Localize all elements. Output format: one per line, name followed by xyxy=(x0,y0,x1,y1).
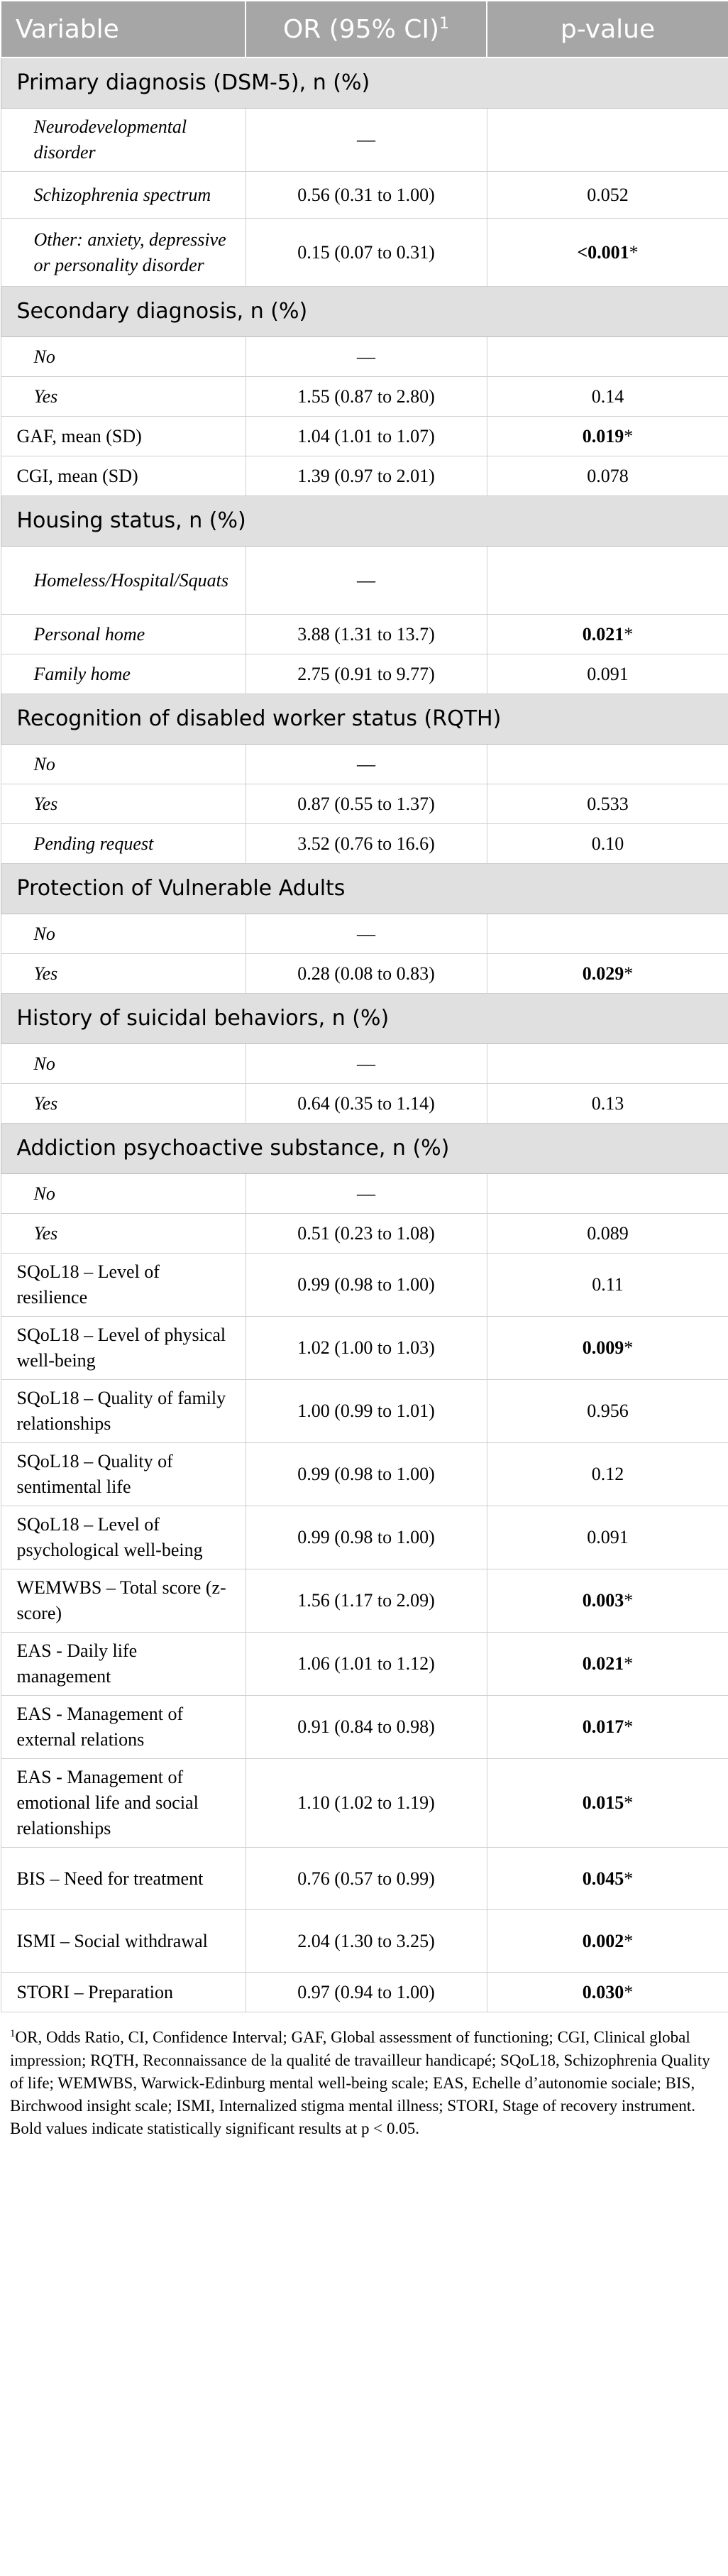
p-value-cell xyxy=(487,1569,728,1633)
variable-cell: No xyxy=(1,1044,246,1084)
p-value-cell: 0.078 xyxy=(487,456,728,496)
p-value-cell xyxy=(487,1633,728,1696)
odds-ratio-cell: — xyxy=(246,337,487,377)
variable-cell: ISMI – Social withdrawal xyxy=(1,1910,246,1973)
table-row xyxy=(1,219,728,287)
header-or-footnote-marker: 1 xyxy=(439,14,450,33)
p-value-cell xyxy=(487,109,728,172)
odds-ratio-cell: 1.00 (0.99 to 1.01) xyxy=(246,1380,487,1443)
section-title: Secondary diagnosis, n (%) xyxy=(1,287,728,337)
significant-p-value: 0.021 xyxy=(582,1653,624,1674)
significance-star: * xyxy=(629,241,639,263)
significant-p-value: 0.045 xyxy=(582,1868,624,1889)
variable-cell: Pending request xyxy=(1,824,246,864)
significance-star: * xyxy=(624,1590,634,1611)
section-header-row xyxy=(1,994,728,1044)
odds-ratio-cell: 1.02 (1.00 to 1.03) xyxy=(246,1317,487,1380)
section-header-row xyxy=(1,287,728,337)
table-row xyxy=(1,784,728,824)
table-row xyxy=(1,654,728,694)
variable-cell: SQoL18 – Level of psychological well-being xyxy=(1,1506,246,1569)
odds-ratio-cell: — xyxy=(246,1044,487,1084)
odds-ratio-cell: 3.52 (0.76 to 16.6) xyxy=(246,824,487,864)
odds-ratio-cell: 0.99 (0.98 to 1.00) xyxy=(246,1254,487,1317)
p-value-cell xyxy=(487,1910,728,1973)
p-value-cell xyxy=(487,1696,728,1759)
odds-ratio-cell: 1.06 (1.01 to 1.12) xyxy=(246,1633,487,1696)
p-value-cell: 0.11 xyxy=(487,1254,728,1317)
p-value-cell: 0.091 xyxy=(487,1506,728,1569)
variable-cell: EAS - Daily life management xyxy=(1,1633,246,1696)
variable-cell: No xyxy=(1,337,246,377)
odds-ratio-cell: 0.99 (0.98 to 1.00) xyxy=(246,1506,487,1569)
significant-p-value: 0.029 xyxy=(582,963,624,984)
variable-cell: SQoL18 – Quality of family relationships xyxy=(1,1380,246,1443)
table-footnote xyxy=(0,2012,728,2140)
p-value-cell xyxy=(487,745,728,784)
significant-p-value: 0.009 xyxy=(582,1337,624,1358)
section-header-row xyxy=(1,57,728,109)
variable-cell: EAS - Management of external relations xyxy=(1,1696,246,1759)
p-value-cell xyxy=(487,1848,728,1910)
header-or-label: OR (95% CI) xyxy=(282,14,440,44)
odds-ratio-cell: 0.28 (0.08 to 0.83) xyxy=(246,954,487,994)
table-row xyxy=(1,456,728,496)
table-row xyxy=(1,417,728,456)
table-row xyxy=(1,1910,728,1973)
header-variable xyxy=(1,1,246,57)
odds-ratio-cell: — xyxy=(246,745,487,784)
header-p-label: p-value xyxy=(560,14,656,44)
table-row xyxy=(1,1084,728,1124)
variable-cell: BIS – Need for treatment xyxy=(1,1848,246,1910)
variable-cell: Yes xyxy=(1,784,246,824)
header-variable-label: Variable xyxy=(16,14,119,44)
significance-star: * xyxy=(624,623,634,645)
table-row xyxy=(1,1044,728,1084)
table-row xyxy=(1,547,728,615)
odds-ratio-cell: 1.04 (1.01 to 1.07) xyxy=(246,417,487,456)
table-row xyxy=(1,1759,728,1848)
table-row xyxy=(1,172,728,219)
table-row xyxy=(1,1973,728,2012)
p-value-cell xyxy=(487,1317,728,1380)
significant-p-value: 0.015 xyxy=(582,1792,624,1813)
odds-ratio-cell: 0.97 (0.94 to 1.00) xyxy=(246,1973,487,2012)
table-row xyxy=(1,745,728,784)
variable-cell: Personal home xyxy=(1,615,246,654)
p-value-cell xyxy=(487,1973,728,2012)
header-p-value xyxy=(487,1,728,57)
footnote-text: OR, Odds Ratio, CI, Confidence Interval; GAF, Global assessment of functioning; CGI, Clinical global impression; RQTH, Reconnaissance de la qualité de travailleur handicapé; SQoL18, Schizophrenia Quality of life; WEMWBS, Warwick-Edinburg mental well-being scale; EAS, Echelle d’autonomie sociale; BIS, Birchwood insight scale; ISMI, Internalized stigma mental illness; STORI, Stage of recovery instrument. Bold values indicate statistically significant results at p < 0.05. xyxy=(10,2028,710,2137)
section-title: Recognition of disabled worker status (RQTH) xyxy=(1,694,728,745)
variable-cell: Other: anxiety, depressive or personality disorder xyxy=(1,219,246,287)
significance-star: * xyxy=(624,425,634,446)
footnote-marker: 1 xyxy=(10,2028,16,2039)
odds-ratio-cell: 2.75 (0.91 to 9.77) xyxy=(246,654,487,694)
table-row xyxy=(1,1696,728,1759)
significant-p-value: 0.017 xyxy=(582,1716,624,1737)
variable-cell: Yes xyxy=(1,377,246,417)
variable-cell: SQoL18 – Level of physical well-being xyxy=(1,1317,246,1380)
section-header-row xyxy=(1,694,728,745)
odds-ratio-cell: 0.64 (0.35 to 1.14) xyxy=(246,1084,487,1124)
variable-cell: No xyxy=(1,1174,246,1214)
table-row xyxy=(1,1569,728,1633)
table-row xyxy=(1,1174,728,1214)
table-row xyxy=(1,1506,728,1569)
p-value-cell xyxy=(487,914,728,954)
odds-ratio-cell: 3.88 (1.31 to 13.7) xyxy=(246,615,487,654)
odds-ratio-cell: — xyxy=(246,914,487,954)
variable-cell: SQoL18 – Level of resilience xyxy=(1,1254,246,1317)
header-or xyxy=(246,1,487,57)
p-value-cell: 0.533 xyxy=(487,784,728,824)
p-value-cell: 0.10 xyxy=(487,824,728,864)
odds-ratio-cell: — xyxy=(246,1174,487,1214)
section-title: History of suicidal behaviors, n (%) xyxy=(1,994,728,1044)
table-row xyxy=(1,1214,728,1254)
variable-cell: EAS - Management of emotional life and social relationships xyxy=(1,1759,246,1848)
odds-ratio-cell: 2.04 (1.30 to 3.25) xyxy=(246,1910,487,1973)
table-row xyxy=(1,109,728,172)
table-row xyxy=(1,377,728,417)
odds-ratio-cell: — xyxy=(246,547,487,615)
table-row xyxy=(1,954,728,994)
significance-star: * xyxy=(624,1792,634,1813)
odds-ratio-cell: 1.55 (0.87 to 2.80) xyxy=(246,377,487,417)
p-value-cell: 0.052 xyxy=(487,172,728,219)
significance-star: * xyxy=(624,1868,634,1889)
significance-star: * xyxy=(624,1716,634,1737)
p-value-cell xyxy=(487,417,728,456)
variable-cell: Neurodevelopmental disorder xyxy=(1,109,246,172)
variable-cell: Family home xyxy=(1,654,246,694)
section-header-row xyxy=(1,1124,728,1174)
p-value-cell xyxy=(487,1044,728,1084)
variable-cell: Yes xyxy=(1,954,246,994)
p-value-cell xyxy=(487,547,728,615)
p-value-cell: 0.12 xyxy=(487,1443,728,1506)
p-value-cell xyxy=(487,337,728,377)
odds-ratio-cell: 0.15 (0.07 to 0.31) xyxy=(246,219,487,287)
variable-cell: STORI – Preparation xyxy=(1,1973,246,2012)
odds-ratio-cell: 0.76 (0.57 to 0.99) xyxy=(246,1848,487,1910)
variable-cell: CGI, mean (SD) xyxy=(1,456,246,496)
section-title: Housing status, n (%) xyxy=(1,496,728,547)
significant-p-value: <0.001 xyxy=(577,241,629,263)
odds-ratio-cell: 0.51 (0.23 to 1.08) xyxy=(246,1214,487,1254)
section-title: Protection of Vulnerable Adults xyxy=(1,864,728,914)
table-row xyxy=(1,615,728,654)
odds-ratio-cell: — xyxy=(246,109,487,172)
table-row xyxy=(1,1254,728,1317)
odds-ratio-cell: 1.39 (0.97 to 2.01) xyxy=(246,456,487,496)
p-value-cell xyxy=(487,1759,728,1848)
p-value-cell: 0.13 xyxy=(487,1084,728,1124)
p-value-cell: 0.089 xyxy=(487,1214,728,1254)
variable-cell: Yes xyxy=(1,1084,246,1124)
significance-star: * xyxy=(624,1653,634,1674)
variable-cell: Homeless/Hospital/Squats xyxy=(1,547,246,615)
odds-ratio-cell: 0.91 (0.84 to 0.98) xyxy=(246,1696,487,1759)
p-value-cell xyxy=(487,954,728,994)
significant-p-value: 0.030 xyxy=(582,1981,624,2002)
significance-star: * xyxy=(624,1930,634,1951)
section-title: Addiction psychoactive substance, n (%) xyxy=(1,1124,728,1174)
section-title: Primary diagnosis (DSM-5), n (%) xyxy=(1,57,728,109)
variable-cell: GAF, mean (SD) xyxy=(1,417,246,456)
variable-cell: Yes xyxy=(1,1214,246,1254)
table-row xyxy=(1,1317,728,1380)
table-header-row xyxy=(1,1,728,57)
odds-ratio-cell: 0.56 (0.31 to 1.00) xyxy=(246,172,487,219)
significant-p-value: 0.021 xyxy=(582,623,624,645)
odds-ratio-cell: 1.10 (1.02 to 1.19) xyxy=(246,1759,487,1848)
p-value-cell: 0.091 xyxy=(487,654,728,694)
section-header-row xyxy=(1,864,728,914)
variable-cell: SQoL18 – Quality of sentimental life xyxy=(1,1443,246,1506)
significance-star: * xyxy=(624,963,634,984)
significance-star: * xyxy=(624,1981,634,2002)
odds-ratio-cell: 0.99 (0.98 to 1.00) xyxy=(246,1443,487,1506)
variable-cell: Schizophrenia spectrum xyxy=(1,172,246,219)
odds-ratio-cell: 1.56 (1.17 to 2.09) xyxy=(246,1569,487,1633)
table-row xyxy=(1,1633,728,1696)
significance-star: * xyxy=(624,1337,634,1358)
significant-p-value: 0.003 xyxy=(582,1590,624,1611)
p-value-cell xyxy=(487,1174,728,1214)
variable-cell: No xyxy=(1,914,246,954)
table-row xyxy=(1,914,728,954)
table-row xyxy=(1,1380,728,1443)
table-body xyxy=(1,57,728,2012)
table-row xyxy=(1,1848,728,1910)
variable-cell: WEMWBS – Total score (z-score) xyxy=(1,1569,246,1633)
table-row xyxy=(1,1443,728,1506)
p-value-cell xyxy=(487,615,728,654)
p-value-cell: 0.14 xyxy=(487,377,728,417)
section-header-row xyxy=(1,496,728,547)
table-row xyxy=(1,824,728,864)
odds-ratio-cell: 0.87 (0.55 to 1.37) xyxy=(246,784,487,824)
significant-p-value: 0.002 xyxy=(582,1930,624,1951)
variable-cell: No xyxy=(1,745,246,784)
p-value-cell: 0.956 xyxy=(487,1380,728,1443)
significant-p-value: 0.019 xyxy=(582,425,624,446)
table-row xyxy=(1,337,728,377)
p-value-cell xyxy=(487,219,728,287)
